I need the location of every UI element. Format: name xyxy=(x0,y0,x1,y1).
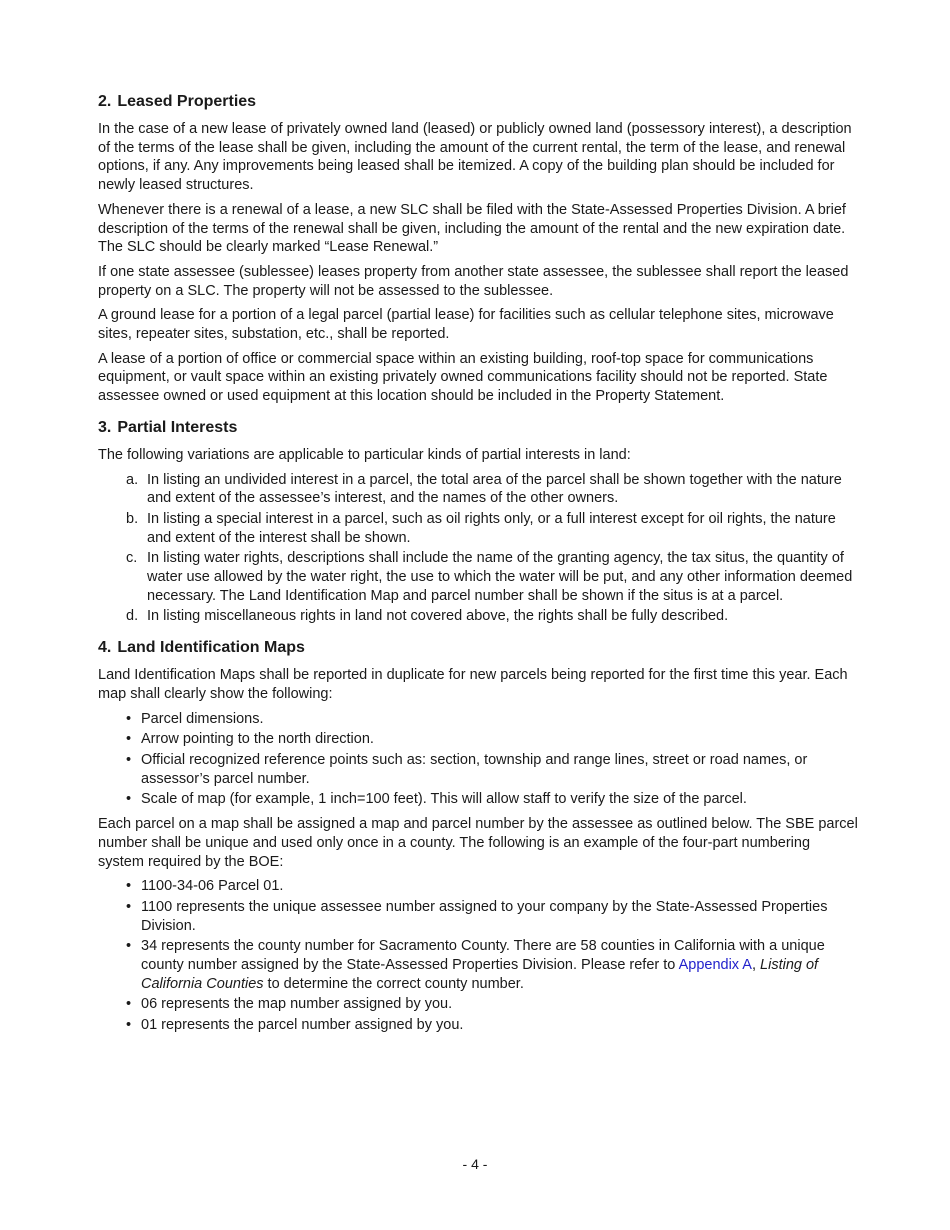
bullet-icon: • xyxy=(126,791,132,808)
paragraph: Whenever there is a renewal of a lease, a new SLC shall be filed with the State-Assessed Properties Division. A brief description of the terms of the renewal shall be given, including the amount of the rental and the new expiration date. The SLC should be clearly marked “Lease Renewal.” xyxy=(98,201,846,256)
bullet-icon: • xyxy=(126,898,132,915)
list-item: • Parcel dimensions. xyxy=(126,710,264,727)
section-partial-interests xyxy=(98,418,858,626)
paragraph: If one state assessee (sublessee) leases property from another state assessee, the sublessee shall report the leased property on a SLC. The property will not be assessed to the sublessee. xyxy=(98,263,849,299)
list-item: • 1100 represents the unique assessee number assigned to your company by the State-Assessed Properties Division. xyxy=(126,898,828,934)
list-item: • 34 represents the county number for Sacramento County. There are 58 counties in California with a unique county number assigned by the State-Assessed Properties Division. Please refer to Appendix A, Listing of California Counties to determine the correct county number. xyxy=(126,938,825,992)
section-heading: 4. Land Identification Maps xyxy=(98,639,305,657)
bullet-icon: • xyxy=(126,878,132,895)
numbering-system-list xyxy=(98,877,858,1035)
paragraph: Each parcel on a map shall be assigned a map and parcel number by the assessee as outlined below. The SBE parcel number shall be unique and used only once in a county. The following is an example of the four-part numbering system required by the BOE: xyxy=(98,816,858,870)
section-leased-properties xyxy=(98,92,858,406)
bullet-icon: • xyxy=(126,731,132,748)
list-item: • Official recognized reference points such as: section, township and range lines, street or road names, or assessor’s parcel number. xyxy=(126,751,808,787)
section-heading: 2. Leased Properties xyxy=(98,93,257,110)
bullet-icon: • xyxy=(126,751,132,768)
document-page xyxy=(98,92,858,1047)
list-item: • 01 represents the parcel number assigned by you. xyxy=(126,1017,464,1034)
list-item: b. In listing a special interest in a parcel, such as oil rights only, or a full interest except for oil rights, the nature and extent of the interest shall be shown. xyxy=(126,510,836,546)
bullet-icon: • xyxy=(126,938,132,955)
paragraph: A ground lease for a portion of a legal parcel (partial lease) for facilities such as cellular telephone sites, microwave sites, repeater sites, substation, etc., shall be reported. xyxy=(98,307,834,343)
map-requirements-list xyxy=(98,710,858,810)
list-item: c. In listing water rights, descriptions shall include the name of the granting agency, the tax situs, the quantity of water use allowed by the water right, the use to which the water will be put, and any other information deemed necessary. The Land Identification Map and parcel number shall be shown if the situs is at a parcel. xyxy=(126,550,853,604)
bullet-icon: • xyxy=(126,710,132,727)
list-item: d. In listing miscellaneous rights in land not covered above, the rights shall be fully described. xyxy=(126,608,729,625)
list-item: • Arrow pointing to the north direction. xyxy=(126,731,374,748)
paragraph: In the case of a new lease of privately owned land (leased) or publicly owned land (possessory interest), a description of the terms of the lease shall be given, including the amount of the current rental, the term of the lease, and renewal options, if any. Any improvements being leased shall be itemized. A copy of the building plan should be included for newly leased structures. xyxy=(98,121,852,194)
lettered-list xyxy=(98,471,858,627)
appendix-title: Listing of California Counties xyxy=(141,957,819,992)
bullet-icon: • xyxy=(126,996,132,1013)
section-heading: 3. Partial Interests xyxy=(98,418,238,436)
appendix-a-link[interactable]: Appendix A xyxy=(678,957,752,974)
list-item: a. In listing an undivided interest in a parcel, the total area of the parcel shall be shown together with the nature and extent of the assessee’s interest, and the names of the other owners. xyxy=(126,471,842,507)
page-number: - 4 - xyxy=(462,1156,488,1172)
section-land-identification-maps xyxy=(98,638,858,1035)
paragraph: A lease of a portion of office or commercial space within an existing building, roof-top space for communications equipment, or vault space within an existing privately owned communications facility should not be reported. State assessee owned or used equipment at this location should be included in the Property Statement. xyxy=(98,350,828,405)
bullet-icon: • xyxy=(126,1017,132,1034)
list-item: • 1100-34-06 Parcel 01. xyxy=(126,878,284,895)
list-item: • 06 represents the map number assigned by you. xyxy=(126,996,453,1013)
paragraph: The following variations are applicable to particular kinds of partial interests in land: xyxy=(98,446,631,463)
paragraph: Land Identification Maps shall be reported in duplicate for new parcels being reported for the first time this year. Each map shall clearly show the following: xyxy=(98,667,848,702)
list-item: • Scale of map (for example, 1 inch=100 feet). This will allow staff to verify the size of the parcel. xyxy=(126,791,747,808)
